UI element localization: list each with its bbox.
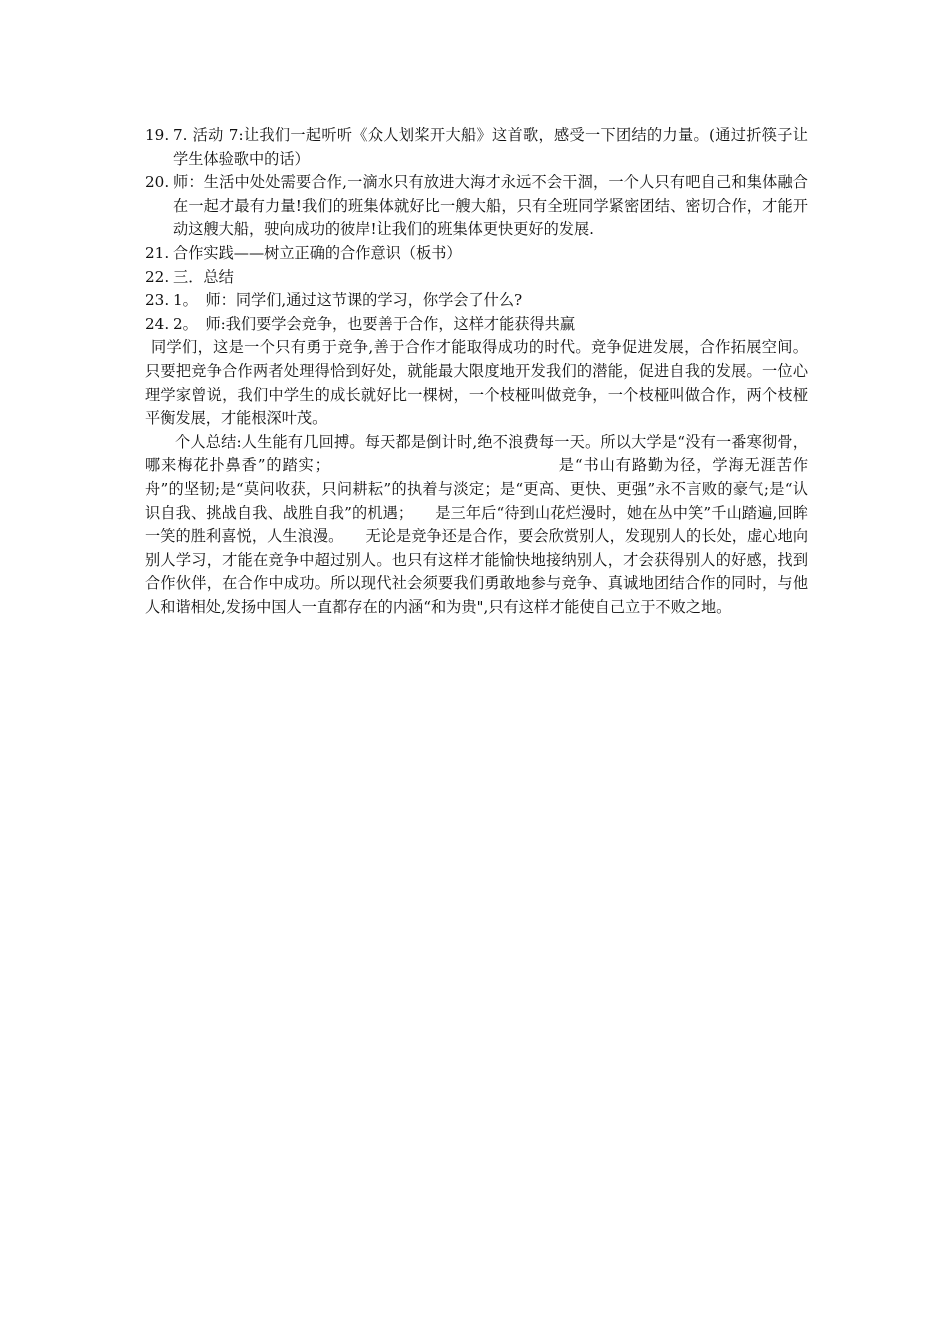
list-number: 21. bbox=[145, 243, 170, 262]
list-number: 20. bbox=[145, 173, 170, 192]
summary-text: 个人总结:人生能有几回搏。每天都是倒计时,绝不浪费每一天。所以大学是“没有一番寒彻骨，哪来梅花扑鼻香”的踏实； bbox=[145, 432, 808, 475]
list-text: 7. 活动 7:让我们一起听听《众人划桨开大船》这首歌，感受一下团结的力量。(通过折筷子让学生体验歌中的话） bbox=[173, 126, 808, 168]
list-text: 师：生活中处处需要合作,一滴水只有放进大海才永远不会干涸，一个人只有吧自己和集体融合在一起才最有力量!我们的班集体就好比一艘大船，只有全班同学紧密团结、密切合作，才能开动这艘大船，驶向成功的彼岸!让我们的班集体更快更好的发展. bbox=[173, 173, 808, 239]
document-page bbox=[145, 124, 808, 619]
summary-text: 是三年后“待到山花烂漫时，她在丛中笑”千山踏遍,回眸一笑的胜利喜悦，人生浪漫。 bbox=[145, 503, 808, 546]
list-text: 合作实践——树立正确的合作意识（板书） bbox=[173, 243, 462, 262]
list-item bbox=[145, 313, 808, 337]
list-number: 24. bbox=[145, 314, 170, 333]
list-text: 三．总结 bbox=[173, 267, 234, 286]
list-text: 2。 师:我们要学会竞争，也要善于合作，这样才能获得共赢 bbox=[173, 314, 576, 333]
list-item bbox=[145, 171, 808, 242]
list-number: 23. bbox=[145, 291, 170, 310]
list-item bbox=[145, 124, 808, 171]
list-text: 1。 师：同学们,通过这节课的学习，你学会了什么? bbox=[173, 291, 523, 310]
list-number: 22. bbox=[145, 267, 170, 286]
list-number: 19. bbox=[145, 126, 170, 144]
personal-summary bbox=[145, 431, 808, 620]
summary-text: 是“书山有路勤为径，学海无涯苦作舟”的坚韧;是“莫问收获，只问耕耘”的执着与淡定；是“更高、更快、更强”永不言败的豪气;是“认识自我、挑战自我、战胜自我”的机遇； bbox=[145, 456, 809, 522]
list-item bbox=[145, 242, 808, 266]
list-item bbox=[145, 266, 808, 290]
summary-text: 无论是竞争还是合作，要会欣赏别人，发现别人的长处，虚心地向别人学习，才能在竞争中超过别人。也只有这样才能愉快地接纳别人，才会获得别人的好感，找到合作伙伴，在合作中成功。所以现代社会须要我们勇敢地参与竞争、真诚地团结合作的同时，与他人和谐相处,发扬中国人一直都存在的内涵“和为贵",只有这样才能使自己立于不败之地。 bbox=[145, 527, 809, 616]
closing-paragraph: 同学们，这是一个只有勇于竞争,善于合作才能取得成功的时代。竞争促进发展，合作拓展空间。只要把竞争合作两者处理得恰到好处，就能最大限度地开发我们的潜能，促进自我的发展。一位心理学家曾说，我们中学生的成长就好比一棵树，一个枝桠叫做竞争，一个枝桠叫做合作，两个枝桠平衡发展，才能根深叶茂。 bbox=[145, 338, 808, 428]
list-item bbox=[145, 289, 808, 313]
